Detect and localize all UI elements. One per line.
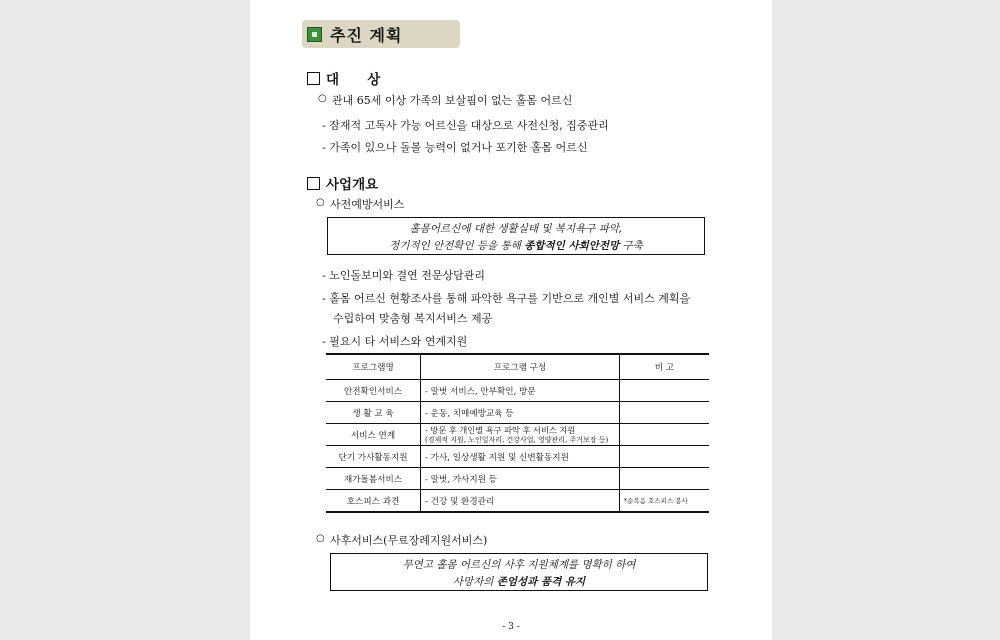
circle-bullet-icon: ○	[318, 93, 327, 104]
target-bullet: 관내 65세 이상 가족의 보살핌이 없는 홀몸 어르신	[332, 94, 573, 107]
pre-service-item: 수립하여 맞춤형 복지서비스 제공	[333, 312, 493, 325]
circle-bullet-icon: ○	[316, 533, 325, 544]
table-row: 서비스 연계 - 방문 후 개인별 욕구 파악 후 서비스 지원 (경제적 지원, 노인일자리, 건강사업, 영양관리, 주거보장 등)	[326, 424, 709, 446]
section-header	[302, 20, 460, 48]
pre-service-callout: 홀몸어르신에 대한 생활실태 및 복지욕구 파악, 정기적인 안전확인 등을 통해 종합적인 사회안전망 구축	[327, 217, 705, 255]
pre-service-item: - 필요시 타 서비스와 연계지원	[322, 335, 468, 348]
green-square-icon	[307, 27, 322, 42]
checkbox-square-icon	[307, 72, 320, 85]
table-row: 호스피스 과견 - 건강 및 환경관리 *순복음 호스피스 봉사	[326, 490, 709, 513]
overview-heading: 사업개요	[307, 173, 378, 193]
circle-bullet-icon: ○	[316, 197, 325, 208]
table-row: 생 활 교 육 - 운동, 치매예방교육 등	[326, 402, 709, 424]
pre-service-item: - 홀몸 어르신 현황조사를 통해 파악한 욕구를 기반으로 개인별 서비스 계획을	[322, 292, 691, 305]
pre-service-item: - 노인돌보미와 결연 전문상담관리	[322, 269, 485, 282]
program-table	[326, 353, 709, 513]
column-header: 비 고	[619, 354, 709, 380]
column-header: 프로그램 구성	[421, 354, 620, 380]
column-header: 프로그램명	[326, 354, 421, 380]
page-number: - 3 -	[502, 622, 520, 632]
post-service-callout: 무연고 홀몸 어르신의 사후 지원체계를 명확히 하여 사망자의 존엄성과 품격 유지	[330, 553, 708, 591]
target-item: - 잠재적 고독사 가능 어르신을 대상으로 사전신청, 집중관리	[322, 119, 609, 132]
table-row: 재가돌봄서비스 - 말벗, 가사지원 등	[326, 468, 709, 490]
table-row: 단기 가사활동지원 - 가사, 일상생활 지원 및 신변활동지원	[326, 446, 709, 468]
table-header-row	[326, 354, 709, 380]
table-row: 안전확인서비스 - 말벗 서비스, 안부확인, 방문	[326, 380, 709, 402]
section-title: 추진 계획	[330, 25, 403, 45]
target-item: - 가족이 있으나 돌볼 능력이 없거나 포기한 홀몸 어르신	[322, 141, 588, 154]
pre-service-bullet: 사전예방서비스	[330, 198, 405, 211]
checkbox-square-icon	[307, 177, 320, 190]
post-service-bullet: 사후서비스(무료장례지원서비스)	[330, 534, 488, 547]
document-page	[250, 0, 772, 640]
target-heading: 대 상	[307, 68, 380, 88]
